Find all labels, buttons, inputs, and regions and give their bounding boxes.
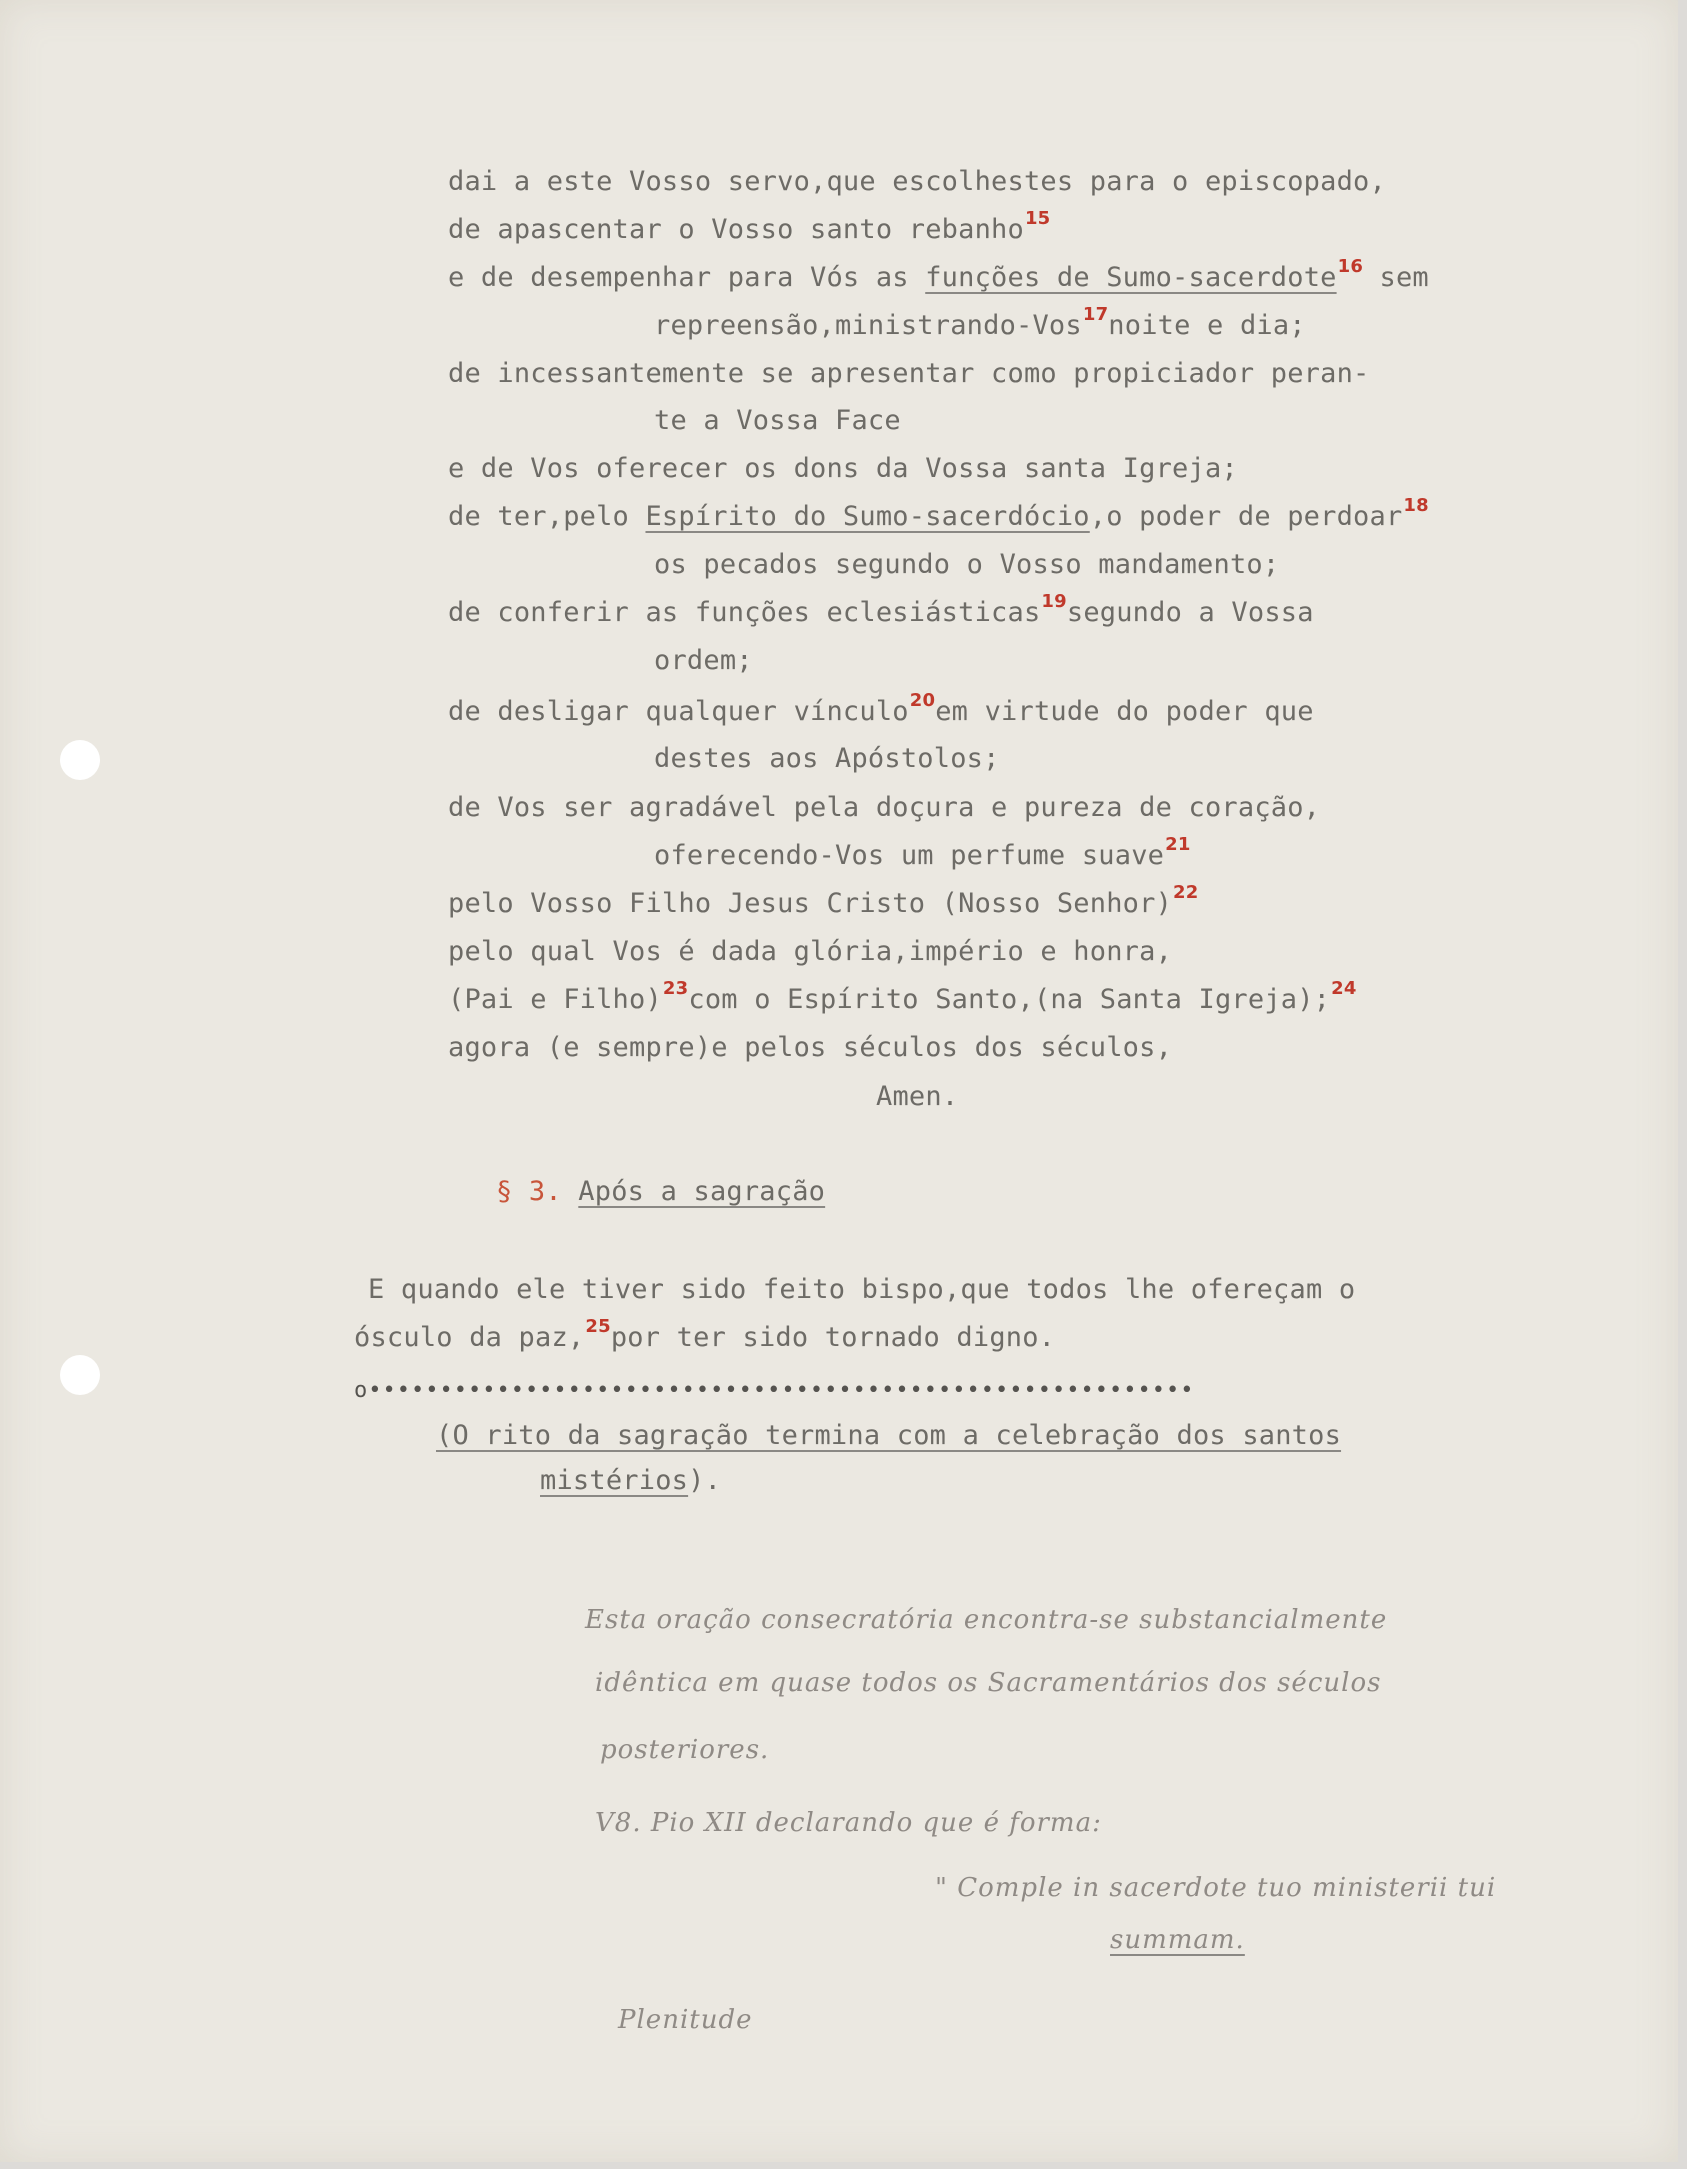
footnote-marker: 25 <box>585 1316 611 1337</box>
prayer-line: de conferir as funções eclesiásticas$^{19}$segundo a Vossa <box>448 591 1314 628</box>
footnote-marker: 24 <box>1331 978 1357 999</box>
prayer-line: pelo qual Vos é dada glória,império e honra, <box>448 936 1173 967</box>
prayer-line: ordem; <box>654 645 753 676</box>
prayer-line: te a Vossa Face <box>654 405 901 436</box>
handwritten-note: idêntica em quase todos os Sacramentários dos séculos <box>595 1668 1382 1698</box>
closing-line: mistérios). <box>540 1465 722 1496</box>
footnote-marker: 18 <box>1403 495 1429 516</box>
prayer-line: (Pai e Filho)$^{23}$com o Espírito Santo,(na Santa Igreja);$^{24}$ <box>448 978 1357 1015</box>
handwritten-note: Plenitude <box>618 2005 753 2035</box>
handwritten-note: V8. Pio XII declarando que é forma: <box>595 1808 1102 1838</box>
section-number: § 3. <box>496 1176 562 1207</box>
prayer-line: dai a este Vosso servo,que escolhestes para o episcopado, <box>448 166 1386 197</box>
prayer-line: de apascentar o Vosso santo rebanho$^{15}$ <box>448 208 1051 245</box>
footnote-marker: 15 <box>1024 208 1051 229</box>
footnote-marker: 21 <box>1165 834 1191 855</box>
prayer-line: pelo Vosso Filho Jesus Cristo (Nosso Senhor)$^{22}$ <box>448 882 1199 919</box>
handwritten-note: posteriores. <box>600 1735 770 1765</box>
dotted-separator: o•••••••••••••••••••••••••••••••••••••••••••••••••••••••••• <box>354 1378 1195 1403</box>
footnote-marker: 23 <box>662 978 689 999</box>
paragraph-line: ósculo da paz,$^{25}$por ter sido tornado digno. <box>354 1316 1056 1353</box>
prayer-line: os pecados segundo o Vosso mandamento; <box>654 549 1280 580</box>
prayer-line: e de Vos oferecer os dons da Vossa santa Igreja; <box>448 453 1238 484</box>
paragraph-line: E quando ele tiver sido feito bispo,que todos lhe ofereçam o <box>368 1274 1356 1305</box>
prayer-line: de ter,pelo Espírito do Sumo-sacerdócio,o poder de perdoar$^{18}$ <box>448 495 1429 532</box>
footnote-marker: 22 <box>1173 882 1199 903</box>
footnote-marker: 19 <box>1041 591 1067 612</box>
handwritten-note: Esta oração consecratória encontra-se substancialmente <box>585 1605 1388 1635</box>
prayer-line: destes aos Apóstolos; <box>654 743 1000 774</box>
punch-hole <box>60 1355 100 1395</box>
footnote-marker: 17 <box>1082 304 1109 325</box>
closing-line: (O rito da sagração termina com a celebração dos santos <box>436 1420 1342 1451</box>
footnote-marker: 20 <box>909 690 936 711</box>
prayer-line: oferecendo-Vos um perfume suave$^{21}$ <box>654 834 1191 871</box>
punch-hole <box>60 740 100 780</box>
footnote-marker: 16 <box>1337 256 1364 277</box>
amen-line: Amen. <box>876 1081 959 1112</box>
prayer-line: de incessantemente se apresentar como propiciador peran- <box>448 358 1370 389</box>
prayer-line: de Vos ser agradável pela doçura e pureza de coração, <box>448 792 1321 823</box>
prayer-line: agora (e sempre)e pelos séculos dos séculos, <box>448 1032 1173 1063</box>
handwritten-note: summam. <box>1110 1925 1245 1955</box>
prayer-line: de desligar qualquer vínculo$^{20}$em virtude do poder que <box>448 690 1314 727</box>
section-title: Após a sagração <box>578 1176 826 1207</box>
section-heading <box>496 1176 825 1207</box>
prayer-line: repreensão,ministrando-Vos$^{17}$noite e dia; <box>654 304 1306 341</box>
prayer-line: e de desempenhar para Vós as funções de Sumo-sacerdote$^{16}$ sem <box>448 256 1429 293</box>
handwritten-note: " Comple in sacerdote tuo ministerii tui <box>935 1873 1497 1903</box>
